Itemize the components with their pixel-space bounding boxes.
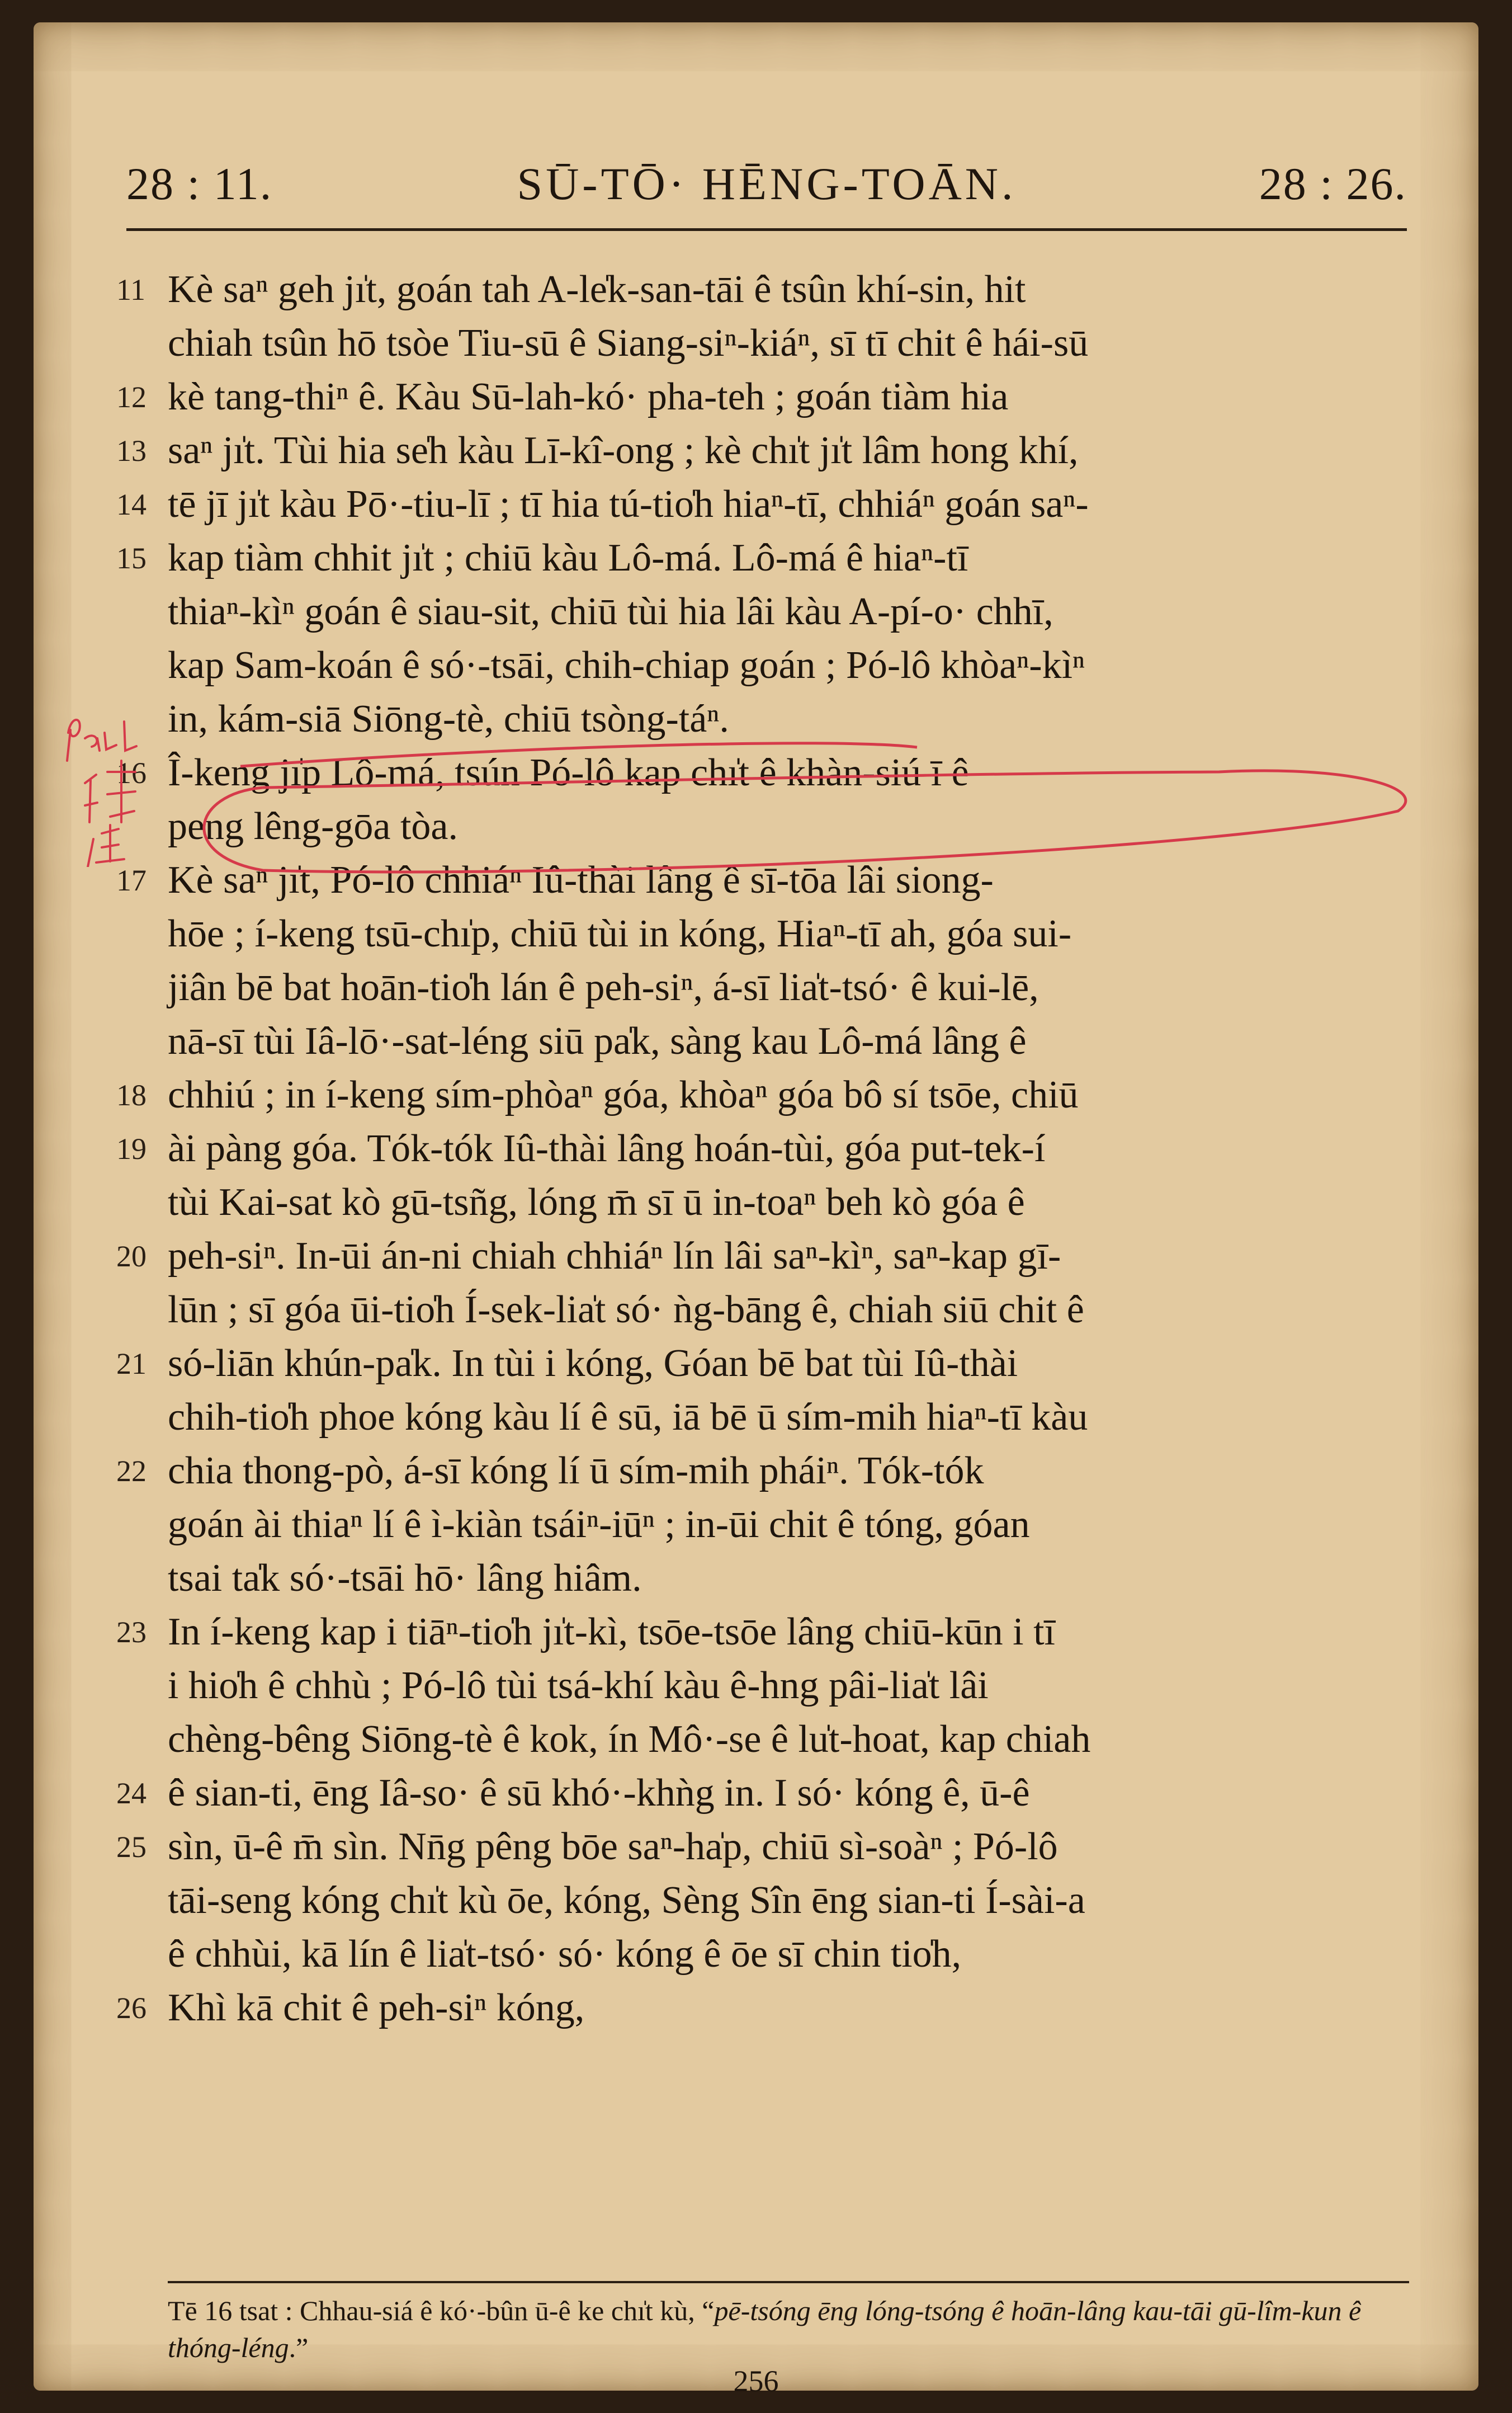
verse-number: 24 xyxy=(116,1776,147,1810)
verse-number: 15 xyxy=(116,541,147,575)
line-text: ài pàng góa. Tók-tók Iû-thài lâng hoán-tùi, góa put-tek-í xyxy=(168,1127,1046,1170)
header-chapter-start: 28 : 11. xyxy=(126,158,273,209)
line-text: tsai ta̍k só·-tsāi hō· lâng hiâm. xyxy=(168,1557,642,1600)
line-text: peng lêng-gōa tòa. xyxy=(168,805,458,848)
line-text: Kè saⁿ jı̍t, Pó-lô chhiáⁿ Iû-thài lâng ê sī-tōa lâi siong- xyxy=(168,859,994,902)
line-text: thiaⁿ-kìⁿ goán ê siau-sit, chiū tùi hia lâi kàu A-pí-o· chhī, xyxy=(168,590,1053,633)
line-text: lūn ; sī góa ūi-tio̍h Í-sek-lia̍t só· ǹg-bāng ê, chiah siū chit ê xyxy=(168,1288,1084,1331)
line-text: kap Sam-koán ê só·-tsāi, chih-chiap goán ; Pó-lô khòaⁿ-kìⁿ xyxy=(168,644,1085,687)
verse-number: 25 xyxy=(116,1830,147,1864)
line-text: ê sian-ti, ēng Iâ-so· ê sū khó·-khǹg in. I só· kóng ê, ū-ê xyxy=(168,1771,1030,1815)
line-text: hōe ; í-keng tsū-chı̍p, chiū tùi in kóng, Hiaⁿ-tī ah, góa sui- xyxy=(168,912,1072,955)
underline-mark xyxy=(240,743,917,766)
line-text: ê chhùi, kā lín ê lia̍t-tsó· só· kóng ê ōe sī chin tio̍h, xyxy=(168,1933,962,1976)
line-text: chhiú ; in í-keng sím-phòaⁿ góa, khòaⁿ góa bô sí tsōe, chiū xyxy=(168,1073,1079,1116)
verse-number: 19 xyxy=(116,1132,147,1166)
header-chapter-end: 28 : 26. xyxy=(1259,158,1407,209)
verse-number: 14 xyxy=(116,488,147,521)
line-text: Kè saⁿ geh jı̍t, goán tah A-le̍k-san-tāi ê tsûn khí-sin, hit xyxy=(168,268,1026,311)
line-text: chiah tsûn hō tsòe Tiu-sū ê Siang-siⁿ-kiáⁿ, sī tī chit ê hái-sū xyxy=(168,322,1089,365)
verse-number: 11 xyxy=(116,273,145,307)
line-text: in, kám-siā Siōng-tè, chiū tsòng-táⁿ. xyxy=(168,697,729,741)
verse-number: 21 xyxy=(116,1347,147,1380)
line-text: só-liān khún-pa̍k. In tùi i kóng, Góan bē bat tùi Iû-thài xyxy=(168,1342,1018,1385)
header-book-title: SŪ-TŌ· HĒNG-TOĀN. xyxy=(517,158,1017,209)
line-text: tē jī jı̍t kàu Pō·-tiu-lī ; tī hia tú-tio̍h hiaⁿ-tī, chhiáⁿ goán saⁿ- xyxy=(168,483,1089,526)
verse-number: 23 xyxy=(116,1615,147,1649)
footnote-prefix: Tē 16 tsat : Chhau-siá ê kó·-bûn ū-ê ke chı̍t kù, “ xyxy=(168,2295,715,2326)
verse-number: 18 xyxy=(116,1078,147,1112)
verse-number: 16 xyxy=(116,756,147,790)
line-text: peh-siⁿ. In-ūi án-ni chiah chhiáⁿ lín lâi saⁿ-kìⁿ, saⁿ-kap gī- xyxy=(168,1234,1061,1278)
line-text: i hio̍h ê chhù ; Pó-lô tùi tsá-khí kàu ê-hng pâi-lia̍t lâi xyxy=(168,1664,989,1707)
line-text: kap tiàm chhit jı̍t ; chiū kàu Lô-má. Lô-má ê hiaⁿ-tī xyxy=(168,536,968,579)
line-text: chih-tio̍h phoe kóng kàu lí ê sū, iā bē ū sím-mih hiaⁿ-tī kàu xyxy=(168,1396,1088,1439)
line-text: In í-keng kap i tiāⁿ-tio̍h jı̍t-kì, tsōe-tsōe lâng chiū-kūn i tī xyxy=(168,1610,1055,1653)
page-number: 256 xyxy=(733,2364,779,2398)
line-text: tùi Kai-sat kò gū-tsñg, lóng m̄ sī ū in-toaⁿ beh kò góa ê xyxy=(168,1181,1025,1224)
verse-number: 20 xyxy=(116,1240,147,1273)
line-text: Khì kā chit ê peh-siⁿ kóng, xyxy=(168,1986,585,2029)
footnote-italic: pē-tsóng ēng lóng-tsóng ê hoān-lâng kau-tāi gū-lîm-kun ê thóng-léng xyxy=(168,2295,1362,2363)
line-text: sìn, ū-ê m̄ sìn. Nn̄g pêng bōe saⁿ-ha̍p, chiū sì-soàⁿ ; Pó-lô xyxy=(168,1825,1058,1868)
line-text: jiân bē bat hoān-tio̍h lán ê peh-siⁿ, á-sī lia̍t-tsó· ê kui-lē, xyxy=(168,966,1039,1009)
verse-number: 12 xyxy=(116,380,147,414)
verse-number: 13 xyxy=(116,434,147,468)
line-text: chia thong-pò, á-sī kóng lí ū sím-mih pháiⁿ. Tók-tók xyxy=(168,1449,984,1492)
line-text: nā-sī tùi Iâ-lō·-sat-léng siū pa̍k, sàng kau Lô-má lâng ê xyxy=(168,1020,1027,1063)
line-text: kè tang-thiⁿ ê. Kàu Sū-lah-kó· pha-teh ; goán tiàm hia xyxy=(168,375,1009,418)
verse-number: 26 xyxy=(116,1991,147,2025)
line-text: tāi-seng kóng chı̍t kù ōe, kóng, Sèng Sîn ēng sian-ti Í-sài-a xyxy=(168,1879,1085,1922)
circle-mark xyxy=(204,771,1406,872)
line-text: chèng-bêng Siōng-tè ê kok, ín Mô·-se ê lu̍t-hoat, kap chiah xyxy=(168,1718,1091,1761)
line-text: Î-keng jı̍p Lô-má, tsún Pó-lô kap chı̍t ê khàn-siú ī ê xyxy=(168,751,969,794)
verse-number: 22 xyxy=(116,1454,147,1488)
verse-number: 17 xyxy=(116,864,147,897)
line-text: goán ài thiaⁿ lí ê ì-kiàn tsáiⁿ-iūⁿ ; in-ūi chit ê tóng, góan xyxy=(168,1503,1030,1546)
footnote-suffix: .” xyxy=(289,2332,309,2363)
line-text: saⁿ jı̍t. Tùi hia se̍h kàu Lī-kî-ong ; kè chı̍t jı̍t lâm hong khí, xyxy=(168,429,1079,472)
